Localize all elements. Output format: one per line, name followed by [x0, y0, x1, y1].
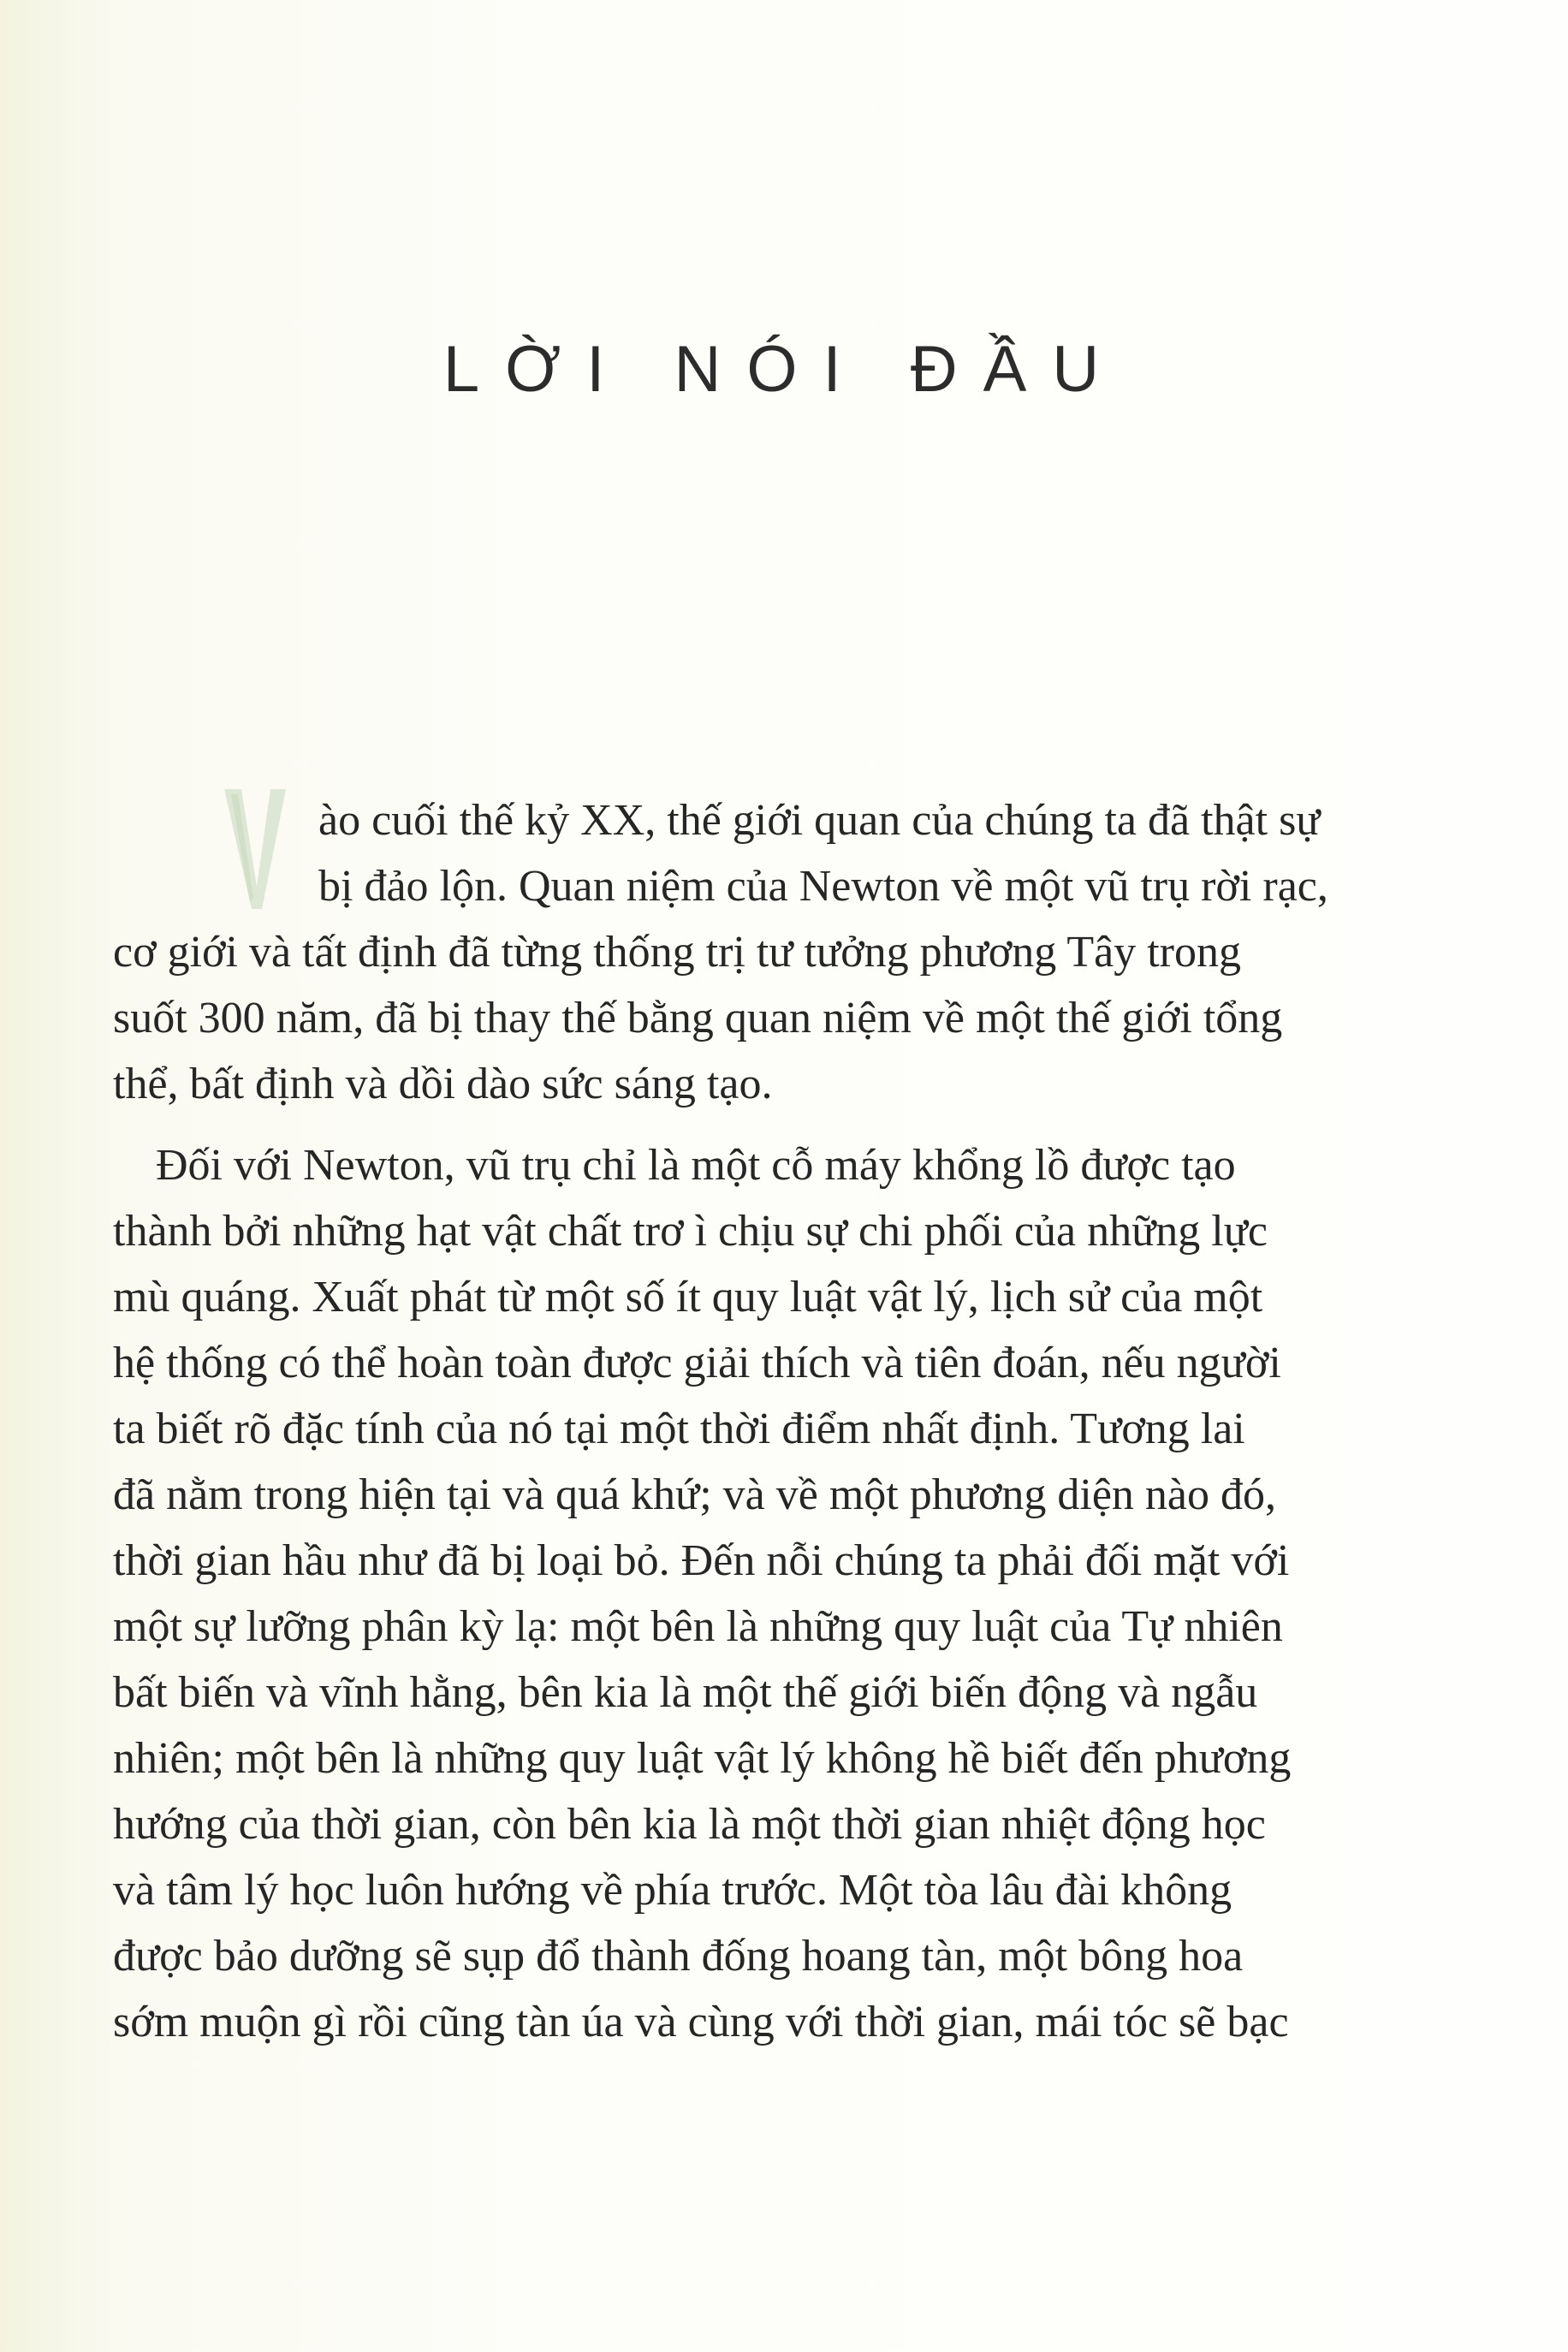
paragraph-2 — [113, 1132, 1422, 2055]
paragraph-1 — [113, 787, 1422, 1117]
paragraph-gap — [113, 1117, 1422, 1132]
text-line: và tâm lý học luôn hướng về phía trước. Một tòa lâu đài không — [113, 1866, 1232, 1915]
text-line: ta biết rõ đặc tính của nó tại một thời điểm nhất định. Tương lai — [113, 1405, 1245, 1453]
text-line: suốt 300 năm, đã bị thay thế bằng quan niệm về một thế giới tổng — [113, 994, 1283, 1042]
text-line: sớm muộn gì rồi cũng tàn úa và cùng với thời gian, mái tóc sẽ bạc — [113, 1998, 1289, 2046]
text-line: bất biến và vĩnh hằng, bên kia là một thế giới biến động và ngẫu — [113, 1668, 1258, 1717]
text-line: Đối với Newton, vũ trụ chỉ là một cỗ máy khổng lồ được tạo — [156, 1141, 1236, 1190]
text-line: đã nằm trong hiện tại và quá khứ; và về một phương diện nào đó, — [113, 1470, 1277, 1519]
text-line: ào cuối thế kỷ XX, thế giới quan của chúng ta đã thật sự — [318, 796, 1321, 845]
text-line: thành bởi những hạt vật chất trơ ì chịu sự chi phối của những lực — [113, 1207, 1268, 1256]
body-text — [113, 787, 1422, 2055]
text-line: nhiên; một bên là những quy luật vật lý không hề biết đến phương — [113, 1734, 1292, 1783]
text-line: hướng của thời gian, còn bên kia là một thời gian nhiệt động học — [113, 1800, 1266, 1849]
text-line: mù quáng. Xuất phát từ một số ít quy luật vật lý, lịch sử của một — [113, 1273, 1263, 1322]
text-line: thời gian hầu như đã bị loại bỏ. Đến nỗi chúng ta phải đối mặt với — [113, 1536, 1290, 1585]
text-line: thể, bất định và dồi dào sức sáng tạo. — [113, 1060, 773, 1108]
text-line: được bảo dưỡng sẽ sụp đổ thành đống hoang tàn, một bông hoa — [113, 1932, 1244, 1981]
page-title: LỜI NÓI ĐẦU — [442, 333, 1126, 406]
text-line: bị đảo lộn. Quan niệm của Newton về một vũ trụ rời rạc, — [318, 862, 1328, 911]
text-line: hệ thống có thể hoàn toàn được giải thích và tiên đoán, nếu người — [113, 1339, 1281, 1387]
text-line: một sự lưỡng phân kỳ lạ: một bên là những quy luật của Tự nhiên — [113, 1602, 1283, 1651]
text-line: cơ giới và tất định đã từng thống trị tư tưởng phương Tây trong — [113, 928, 1241, 977]
